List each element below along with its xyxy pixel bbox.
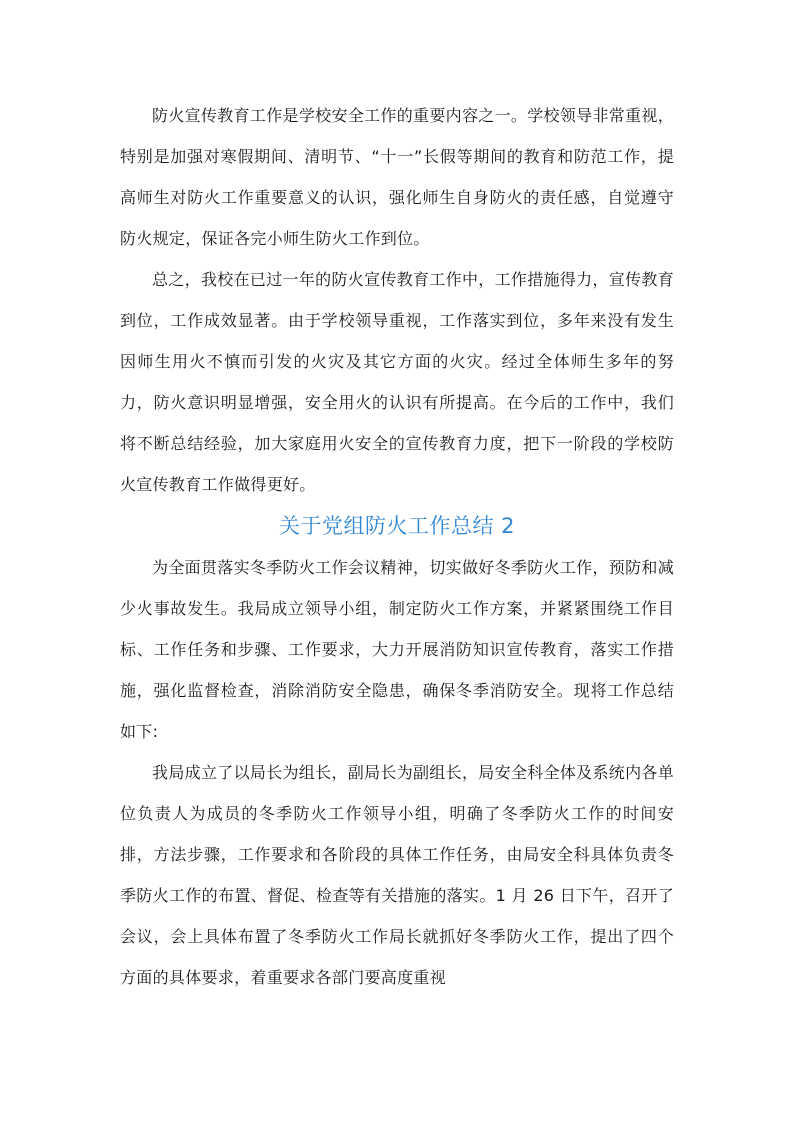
section-title: 关于党组防火工作总结 2 — [278, 514, 516, 538]
paragraph-winter-fire-intro: 为全面贯落实冬季防火工作会议精神，切实做好冬季防火工作，预防和减少火事故发生。我局成立领导小组，制定防火工作方案，并紧紧围绕工作目标、工作任务和步骤、工作要求，大力开展消防知识宣传教育，落实工作措施，强化监督检查，消除消防安全隐患，确保冬季消防安全。现将工作总结如下: — [120, 558, 674, 741]
paragraph-school-fire-education: 防火宣传教育工作是学校安全工作的重要内容之一。学校领导非常重视，特别是加强对寒假期间、清明节、“十一”长假等期间的教育和防范工作，提高师生对防火工作重要意义的认识，强化师生自身防火的责任感，自觉遵守防火规定，保证各完小师生防火工作到位。 — [120, 106, 674, 248]
document-body — [120, 95, 674, 998]
paragraph-conclusion: 总之，我校在已过一年的防火宣传教育工作中，工作措施得力，宣传教育到位，工作成效显著。由于学校领导重视，工作落实到位，多年来没有发生因师生用火不慎而引发的火灾及其它方面的火灾。经过全体师生多年的努力，防火意识明显增强，安全用火的认识有所提高。在今后的工作中，我们将不断总结经验，加大家庭用火安全的宣传教育力度，把下一阶段的学校防火宣传教育工作做得更好。 — [120, 270, 674, 494]
paragraph-leadership-group: 我局成立了以局长为组长，副局长为副组长，局安全科全体及系统内各单位负责人为成员的冬季防火工作领导小组，明确了冬季防火工作的时间安排，方法步骤，工作要求和各阶段的具体工作任务，由局安全科具体负责冬季防火工作的布置、督促、检查等有关措施的落实。1 月 26 日下午，召开了会议，会上具体布置了冬季防火工作局长就抓好冬季防火工作，提出了四个方面的具体要求，着重要求各部门要高度重视 — [120, 763, 674, 987]
